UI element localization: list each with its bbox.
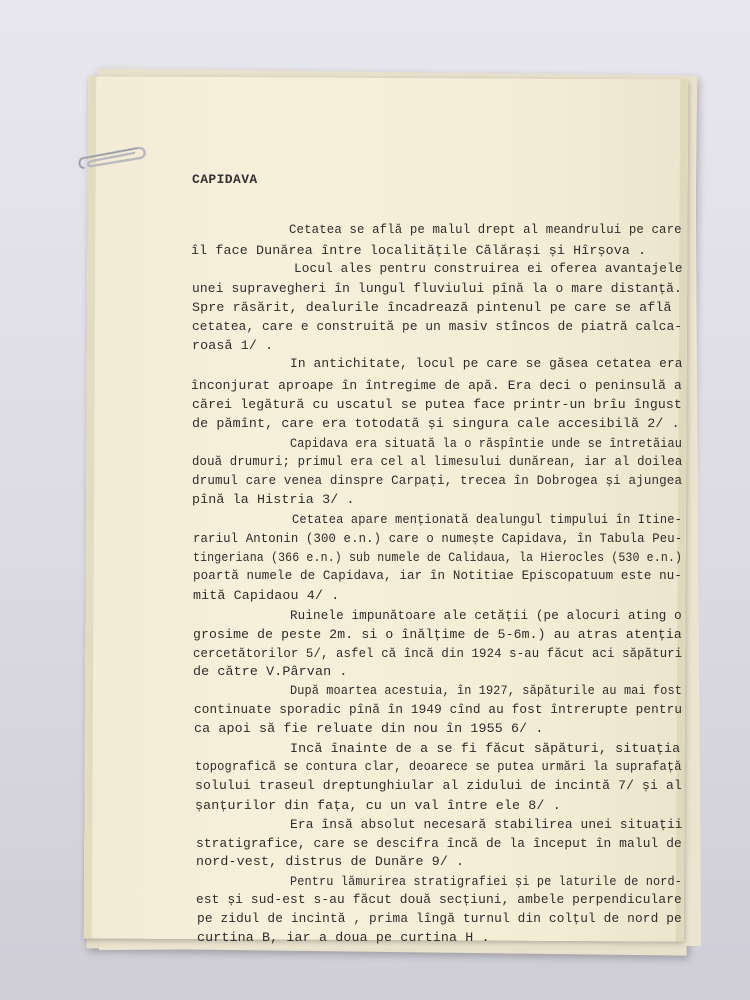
- text-line: drumul care venea dinspre Carpați, trecea în Dobrogea și ajungea: [192, 473, 683, 488]
- text-line: de către V.Pârvan .: [193, 664, 348, 679]
- text-line: solului traseul dreptunghiular al zidului de incintă 7/ și al: [195, 778, 682, 793]
- text-line: grosime de peste 2m. si o înălțime de 5-6m.) au atras atenția: [193, 627, 682, 642]
- text-line: Locul ales pentru construirea ei oferea avantajele: [294, 261, 683, 276]
- text-line: stratigrafice, care se descifra încă de la început în malul de: [196, 836, 682, 851]
- text-line: ca apoi să fie reluate din nou în 1955 6/ .: [194, 721, 544, 736]
- text-line: unei supravegheri în lungul fluviului pînă la o mare distanță.: [192, 281, 682, 296]
- text-line: mită Capidaou 4/ .: [193, 588, 340, 603]
- text-line: rariul Antonin (300 e.n.) care o numește Capidava, în Tabula Peu-: [193, 531, 683, 546]
- text-line: Pentru lămurirea stratigrafiei și pe laturile de nord-: [290, 874, 683, 889]
- text-line: In antichitate, locul pe care se găsea cetatea era: [290, 356, 683, 371]
- text-line: cărei legătură cu uscatul se putea face printr-un brîu îngust: [192, 397, 682, 412]
- text-line: topografică se contura clar, deoarece se putea urmări la suprafață: [195, 759, 682, 774]
- text-line: pînă la Histria 3/ .: [192, 492, 355, 507]
- text-line: șanțurilor din fața, cu un val între ele 8/ .: [195, 798, 561, 813]
- text-line: Era însă absolut necesară stabilirea unei situații: [290, 817, 683, 832]
- text-line: Ruinele impunătoare ale cetății (pe alocuri ating o: [290, 608, 682, 623]
- text-line: de pămînt, care era totodată și singura cale accesibilă 2/ .: [192, 416, 680, 431]
- text-line: Spre răsărit, dealurile încadrează pintenul pe care se află: [192, 300, 672, 315]
- text-line: După moartea acestuia, în 1927, săpăturile au mai fost: [290, 683, 683, 698]
- text-line: cercetătorilor 5/, asfel că încă din 1924 s-au făcut aci săpături: [193, 646, 683, 661]
- text-line: est și sud-est s-au făcut două secțiuni, ambele perpendiculare: [196, 892, 682, 907]
- text-line: Incă înainte de a se fi făcut săpături, situația: [290, 741, 681, 756]
- text-line: continuate sporadic pînă în 1949 cînd au fost întrerupte pentru: [194, 702, 683, 717]
- text-line: curtina B, iar a doua pe curtina H .: [197, 930, 490, 945]
- text-line: Capidava era situată la o răspîntie unde se întretăiau: [290, 436, 683, 451]
- text-line: nord-vest, distrus de Dunăre 9/ .: [196, 854, 465, 869]
- text-line: poartă numele de Capidava, iar în Notitiae Episcopatuum este nu-: [193, 568, 683, 583]
- document-title: CAPIDAVA: [192, 172, 258, 187]
- paper-clip-icon: [76, 140, 150, 180]
- text-line: Cetatea se află pe malul drept al meandrului pe care: [289, 222, 682, 237]
- text-line: tingeriana (366 e.n.) sub numele de Calidaua, la Hierocles (530 e.n.): [193, 550, 683, 565]
- text-line: înconjurat aproape în întregime de apă. Era deci o peninsulă a: [191, 378, 682, 393]
- text-line: roasă 1/ .: [192, 338, 274, 353]
- text-line: Cetatea apare menționată dealungul timpului în Itine-: [292, 512, 682, 527]
- text-line: două drumuri; primul era cel al limesului dunărean, iar al doilea: [192, 454, 683, 469]
- text-line: pe zidul de incintă , prima lîngă turnul din colțul de nord pe: [197, 911, 682, 926]
- text-line: îl face Dunărea între localitățile Călărași și Hîrșova .: [191, 243, 647, 258]
- text-line: cetatea, care e construită pe un masiv stîncos de piatră calca-: [192, 319, 683, 334]
